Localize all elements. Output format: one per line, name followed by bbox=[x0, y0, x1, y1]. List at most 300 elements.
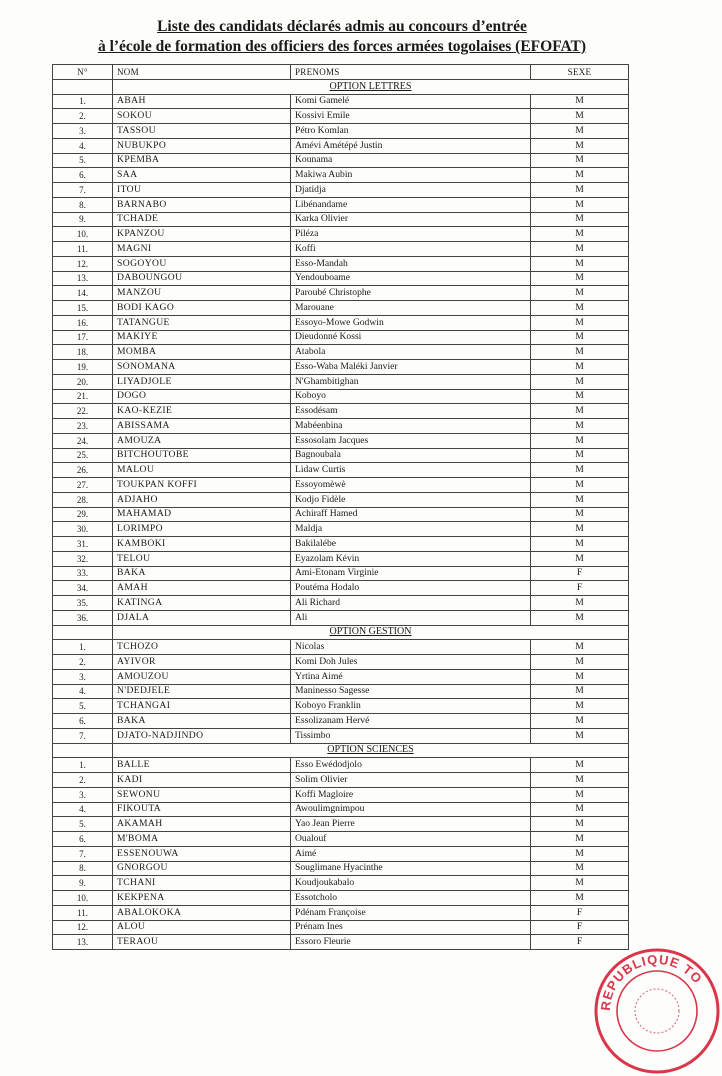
document-title-line-1: Liste des candidats déclarés admis au concours d’entrée bbox=[157, 18, 527, 35]
candidate-sexe: M bbox=[531, 817, 629, 832]
table-row bbox=[53, 817, 629, 832]
table-row bbox=[53, 832, 629, 847]
table-row bbox=[53, 655, 629, 670]
table-row bbox=[53, 478, 629, 493]
candidate-number: 2. bbox=[53, 655, 113, 670]
section-header-spacer bbox=[53, 625, 113, 640]
candidate-prenoms: Esso-Waba Maléki Janvier bbox=[291, 360, 531, 375]
table-row bbox=[53, 537, 629, 552]
candidate-prenoms: Pdénam Françoise bbox=[291, 905, 531, 920]
candidate-nom: SOKOU bbox=[113, 109, 291, 124]
candidate-sexe: M bbox=[531, 610, 629, 625]
candidate-number: 9. bbox=[53, 876, 113, 891]
table-row bbox=[53, 684, 629, 699]
section-header-spacer bbox=[53, 79, 113, 94]
section-title: OPTION LETTRES bbox=[113, 79, 629, 94]
candidate-sexe: M bbox=[531, 492, 629, 507]
candidate-sexe: M bbox=[531, 699, 629, 714]
candidate-nom: TATANGUE bbox=[113, 315, 291, 330]
candidate-prenoms: Eyazolam Kévin bbox=[291, 551, 531, 566]
candidate-prenoms: Prénam Ines bbox=[291, 920, 531, 935]
candidate-prenoms: Makiwa Aubin bbox=[291, 168, 531, 183]
table-row bbox=[53, 596, 629, 611]
document-title-line-2: à l’école de formation des officiers des forces armées togolaises (EFOFAT) bbox=[97, 38, 587, 55]
candidate-sexe: M bbox=[531, 345, 629, 360]
table-row bbox=[53, 551, 629, 566]
header-number: N° bbox=[53, 65, 113, 80]
table-row bbox=[53, 360, 629, 375]
candidate-prenoms: Koboyo Franklin bbox=[291, 699, 531, 714]
candidate-sexe: M bbox=[531, 876, 629, 891]
candidate-nom: KEKPENA bbox=[113, 891, 291, 906]
candidate-number: 34. bbox=[53, 581, 113, 596]
section-header-spacer bbox=[53, 743, 113, 758]
header-prenoms: PRENOMS bbox=[291, 65, 531, 80]
candidate-nom: BAKA bbox=[113, 566, 291, 581]
candidate-prenoms: Essotcholo bbox=[291, 891, 531, 906]
table-header-row bbox=[53, 65, 629, 80]
candidate-prenoms: Lidaw Curtis bbox=[291, 463, 531, 478]
candidate-prenoms: Esso Ewédodjolo bbox=[291, 758, 531, 773]
candidate-sexe: M bbox=[531, 124, 629, 139]
candidate-sexe: M bbox=[531, 448, 629, 463]
candidate-number: 7. bbox=[53, 728, 113, 743]
candidate-sexe: M bbox=[531, 404, 629, 419]
table-row bbox=[53, 256, 629, 271]
candidate-number: 3. bbox=[53, 787, 113, 802]
candidate-prenoms: Poutéma Hodalo bbox=[291, 581, 531, 596]
table-row bbox=[53, 492, 629, 507]
candidate-sexe: M bbox=[531, 537, 629, 552]
candidate-number: 9. bbox=[53, 212, 113, 227]
candidate-prenoms: Maldja bbox=[291, 522, 531, 537]
table-row bbox=[53, 758, 629, 773]
candidate-nom: TOUKPAN KOFFI bbox=[113, 478, 291, 493]
candidate-nom: N'DEDJELE bbox=[113, 684, 291, 699]
candidate-number: 1. bbox=[53, 758, 113, 773]
candidate-nom: KAMBOKI bbox=[113, 537, 291, 552]
table-row bbox=[53, 168, 629, 183]
table-row bbox=[53, 389, 629, 404]
candidate-sexe: F bbox=[531, 920, 629, 935]
candidate-prenoms: Essosolam Jacques bbox=[291, 433, 531, 448]
candidate-prenoms: Essoyo-Mowe Godwin bbox=[291, 315, 531, 330]
candidate-nom: DJALA bbox=[113, 610, 291, 625]
candidate-prenoms: Komi Gamelé bbox=[291, 94, 531, 109]
candidate-prenoms: Oualouf bbox=[291, 832, 531, 847]
candidates-body bbox=[53, 79, 629, 949]
candidate-number: 27. bbox=[53, 478, 113, 493]
candidate-prenoms: Paroubé Christophe bbox=[291, 286, 531, 301]
seal-emblem bbox=[635, 989, 679, 1033]
candidate-number: 24. bbox=[53, 433, 113, 448]
candidate-prenoms: Djatidja bbox=[291, 183, 531, 198]
candidate-number: 23. bbox=[53, 419, 113, 434]
candidate-prenoms: Komi Doh Jules bbox=[291, 655, 531, 670]
table-row bbox=[53, 242, 629, 257]
candidate-number: 13. bbox=[53, 271, 113, 286]
candidate-prenoms: Essodésam bbox=[291, 404, 531, 419]
candidate-prenoms: Achiraff Hamed bbox=[291, 507, 531, 522]
candidate-number: 32. bbox=[53, 551, 113, 566]
candidate-sexe: M bbox=[531, 463, 629, 478]
table-row bbox=[53, 286, 629, 301]
section-title: OPTION GESTION bbox=[113, 625, 629, 640]
table-row bbox=[53, 197, 629, 212]
candidate-nom: M'BOMA bbox=[113, 832, 291, 847]
candidate-prenoms: Piléza bbox=[291, 227, 531, 242]
candidate-nom: DJATO-NADJINDO bbox=[113, 728, 291, 743]
candidate-number: 10. bbox=[53, 227, 113, 242]
table-row bbox=[53, 714, 629, 729]
candidate-nom: LIYADJOLE bbox=[113, 374, 291, 389]
candidate-nom: LORIMPO bbox=[113, 522, 291, 537]
candidate-number: 2. bbox=[53, 773, 113, 788]
candidate-sexe: M bbox=[531, 596, 629, 611]
candidate-nom: KPEMBA bbox=[113, 153, 291, 168]
candidate-nom: KAO-KEZIE bbox=[113, 404, 291, 419]
candidate-number: 6. bbox=[53, 832, 113, 847]
candidate-prenoms: Karka Olivier bbox=[291, 212, 531, 227]
candidate-number: 20. bbox=[53, 374, 113, 389]
section-header-row bbox=[53, 625, 629, 640]
candidate-prenoms: Ali bbox=[291, 610, 531, 625]
candidate-sexe: M bbox=[531, 507, 629, 522]
table-row bbox=[53, 876, 629, 891]
candidate-sexe: M bbox=[531, 551, 629, 566]
candidates-table bbox=[52, 64, 629, 950]
candidate-sexe: M bbox=[531, 360, 629, 375]
candidate-sexe: M bbox=[531, 846, 629, 861]
candidate-prenoms: Kossivi Emile bbox=[291, 109, 531, 124]
candidate-nom: ABAH bbox=[113, 94, 291, 109]
candidate-nom: KPANZOU bbox=[113, 227, 291, 242]
candidate-nom: ADJAHO bbox=[113, 492, 291, 507]
table-row bbox=[53, 935, 629, 950]
candidate-sexe: F bbox=[531, 566, 629, 581]
candidate-number: 7. bbox=[53, 183, 113, 198]
candidate-prenoms: N'Ghambitighan bbox=[291, 374, 531, 389]
candidate-number: 4. bbox=[53, 802, 113, 817]
candidate-sexe: M bbox=[531, 389, 629, 404]
candidate-nom: BITCHOUTOBE bbox=[113, 448, 291, 463]
table-row bbox=[53, 802, 629, 817]
candidate-prenoms: Libénandame bbox=[291, 197, 531, 212]
candidate-sexe: M bbox=[531, 94, 629, 109]
table-row bbox=[53, 846, 629, 861]
table-row bbox=[53, 345, 629, 360]
candidate-sexe: F bbox=[531, 905, 629, 920]
table-row bbox=[53, 773, 629, 788]
candidate-number: 19. bbox=[53, 360, 113, 375]
candidate-number: 10. bbox=[53, 891, 113, 906]
candidate-number: 11. bbox=[53, 242, 113, 257]
candidate-nom: AKAMAH bbox=[113, 817, 291, 832]
candidate-sexe: M bbox=[531, 861, 629, 876]
candidate-prenoms: Tissimbo bbox=[291, 728, 531, 743]
candidate-number: 6. bbox=[53, 714, 113, 729]
table-row bbox=[53, 301, 629, 316]
candidate-nom: ABALOKOKA bbox=[113, 905, 291, 920]
candidate-nom: TERAOU bbox=[113, 935, 291, 950]
candidate-sexe: M bbox=[531, 227, 629, 242]
candidate-nom: NUBUKPO bbox=[113, 138, 291, 153]
candidate-number: 25. bbox=[53, 448, 113, 463]
table-row bbox=[53, 183, 629, 198]
candidate-sexe: M bbox=[531, 478, 629, 493]
candidate-number: 12. bbox=[53, 920, 113, 935]
candidate-prenoms: Ali Richard bbox=[291, 596, 531, 611]
candidate-number: 30. bbox=[53, 522, 113, 537]
seal-text: REPUBLIQUE TO bbox=[597, 951, 706, 1012]
table-row bbox=[53, 419, 629, 434]
candidate-number: 4. bbox=[53, 138, 113, 153]
table-row bbox=[53, 271, 629, 286]
candidate-sexe: M bbox=[531, 197, 629, 212]
candidate-nom: SEWONU bbox=[113, 787, 291, 802]
seal-inner-ring bbox=[617, 971, 697, 1051]
table-row bbox=[53, 153, 629, 168]
candidate-number: 29. bbox=[53, 507, 113, 522]
table-row bbox=[53, 640, 629, 655]
candidate-prenoms: Atabola bbox=[291, 345, 531, 360]
candidate-prenoms: Ami-Etonam Virginie bbox=[291, 566, 531, 581]
candidate-prenoms: Marouane bbox=[291, 301, 531, 316]
candidate-sexe: M bbox=[531, 256, 629, 271]
candidate-sexe: M bbox=[531, 242, 629, 257]
candidate-nom: MOMBA bbox=[113, 345, 291, 360]
table-row bbox=[53, 581, 629, 596]
candidate-nom: TCHANGAI bbox=[113, 699, 291, 714]
candidate-prenoms: Amévi Amétépé Justin bbox=[291, 138, 531, 153]
candidate-nom: BODI KAGO bbox=[113, 301, 291, 316]
candidate-number: 13. bbox=[53, 935, 113, 950]
table-row bbox=[53, 227, 629, 242]
table-row bbox=[53, 522, 629, 537]
candidate-number: 36. bbox=[53, 610, 113, 625]
table-row bbox=[53, 920, 629, 935]
candidate-nom: AMOUZOU bbox=[113, 669, 291, 684]
table-row bbox=[53, 330, 629, 345]
candidate-sexe: M bbox=[531, 728, 629, 743]
table-row bbox=[53, 138, 629, 153]
candidate-sexe: M bbox=[531, 773, 629, 788]
table-row bbox=[53, 891, 629, 906]
candidate-prenoms: Aimé bbox=[291, 846, 531, 861]
candidate-number: 5. bbox=[53, 817, 113, 832]
candidate-number: 33. bbox=[53, 566, 113, 581]
candidate-number: 26. bbox=[53, 463, 113, 478]
candidate-nom: SONOMANA bbox=[113, 360, 291, 375]
candidate-sexe: M bbox=[531, 286, 629, 301]
seal-outer-ring bbox=[596, 950, 718, 1072]
table-row bbox=[53, 124, 629, 139]
candidate-sexe: M bbox=[531, 802, 629, 817]
candidate-prenoms: Yrtina Aimé bbox=[291, 669, 531, 684]
candidate-number: 5. bbox=[53, 699, 113, 714]
section-header-row bbox=[53, 743, 629, 758]
table-row bbox=[53, 699, 629, 714]
candidate-number: 3. bbox=[53, 124, 113, 139]
candidate-nom: ITOU bbox=[113, 183, 291, 198]
table-row bbox=[53, 787, 629, 802]
candidate-nom: KADI bbox=[113, 773, 291, 788]
candidate-number: 3. bbox=[53, 669, 113, 684]
candidate-nom: AMOUZA bbox=[113, 433, 291, 448]
candidate-number: 35. bbox=[53, 596, 113, 611]
candidate-number: 1. bbox=[53, 94, 113, 109]
table-row bbox=[53, 448, 629, 463]
candidate-nom: ABISSAMA bbox=[113, 419, 291, 434]
candidate-number: 12. bbox=[53, 256, 113, 271]
candidate-nom: BARNABO bbox=[113, 197, 291, 212]
candidate-nom: AYIVOR bbox=[113, 655, 291, 670]
candidate-nom: DABOUNGOU bbox=[113, 271, 291, 286]
candidate-prenoms: Kounama bbox=[291, 153, 531, 168]
candidate-sexe: F bbox=[531, 581, 629, 596]
candidate-number: 16. bbox=[53, 315, 113, 330]
candidate-prenoms: Bagnoubala bbox=[291, 448, 531, 463]
candidate-sexe: M bbox=[531, 419, 629, 434]
candidate-number: 5. bbox=[53, 153, 113, 168]
candidate-number: 6. bbox=[53, 168, 113, 183]
candidate-sexe: M bbox=[531, 109, 629, 124]
candidate-number: 8. bbox=[53, 861, 113, 876]
candidate-prenoms: Awoulimgnimpou bbox=[291, 802, 531, 817]
candidate-sexe: M bbox=[531, 758, 629, 773]
candidate-sexe: M bbox=[531, 374, 629, 389]
candidate-nom: MALOU bbox=[113, 463, 291, 478]
section-title: OPTION SCIENCES bbox=[113, 743, 629, 758]
candidate-prenoms: Yendoubоame bbox=[291, 271, 531, 286]
candidate-sexe: M bbox=[531, 640, 629, 655]
candidate-nom: ESSENOUWA bbox=[113, 846, 291, 861]
candidate-number: 28. bbox=[53, 492, 113, 507]
candidate-nom: TCHADE bbox=[113, 212, 291, 227]
candidate-nom: BAKA bbox=[113, 714, 291, 729]
candidate-prenoms: Koffi bbox=[291, 242, 531, 257]
table-row bbox=[53, 728, 629, 743]
candidate-number: 11. bbox=[53, 905, 113, 920]
candidate-prenoms: Essolizanam Hervé bbox=[291, 714, 531, 729]
table-row bbox=[53, 94, 629, 109]
candidate-nom: MAKIYE bbox=[113, 330, 291, 345]
table-row bbox=[53, 861, 629, 876]
candidate-prenoms: Solim Olivier bbox=[291, 773, 531, 788]
candidate-nom: MAGNI bbox=[113, 242, 291, 257]
candidate-nom: GNORGOU bbox=[113, 861, 291, 876]
candidate-nom: ALOU bbox=[113, 920, 291, 935]
candidate-nom: TELOU bbox=[113, 551, 291, 566]
section-header-row bbox=[53, 79, 629, 94]
candidate-nom: FIKOUTA bbox=[113, 802, 291, 817]
candidate-prenoms: Souglimane Hyacinthe bbox=[291, 861, 531, 876]
candidate-prenoms: Esso-Mandah bbox=[291, 256, 531, 271]
candidate-sexe: M bbox=[531, 891, 629, 906]
candidate-nom: SOGOYOU bbox=[113, 256, 291, 271]
candidate-number: 4. bbox=[53, 684, 113, 699]
candidate-prenoms: Essoro Fleurie bbox=[291, 935, 531, 950]
candidate-sexe: M bbox=[531, 153, 629, 168]
candidate-sexe: M bbox=[531, 315, 629, 330]
candidate-nom: TCHOZO bbox=[113, 640, 291, 655]
table-row bbox=[53, 669, 629, 684]
candidate-number: 8. bbox=[53, 197, 113, 212]
candidate-nom: AMAH bbox=[113, 581, 291, 596]
candidate-sexe: M bbox=[531, 684, 629, 699]
table-row bbox=[53, 433, 629, 448]
candidate-sexe: M bbox=[531, 271, 629, 286]
candidate-number: 18. bbox=[53, 345, 113, 360]
candidate-number: 21. bbox=[53, 389, 113, 404]
candidate-nom: TCHANI bbox=[113, 876, 291, 891]
candidate-number: 1. bbox=[53, 640, 113, 655]
table-row bbox=[53, 610, 629, 625]
candidate-sexe: M bbox=[531, 168, 629, 183]
candidate-sexe: M bbox=[531, 787, 629, 802]
candidate-number: 14. bbox=[53, 286, 113, 301]
candidate-number: 7. bbox=[53, 846, 113, 861]
candidate-nom: MANZOU bbox=[113, 286, 291, 301]
candidate-prenoms: Mabéenbina bbox=[291, 419, 531, 434]
candidate-prenoms: Koudjoukabalo bbox=[291, 876, 531, 891]
candidate-prenoms: Kodjo Fidèle bbox=[291, 492, 531, 507]
candidate-sexe: M bbox=[531, 138, 629, 153]
candidate-sexe: M bbox=[531, 433, 629, 448]
table-row bbox=[53, 315, 629, 330]
candidate-prenoms: Koboyo bbox=[291, 389, 531, 404]
candidate-number: 2. bbox=[53, 109, 113, 124]
candidate-sexe: M bbox=[531, 669, 629, 684]
header-nom: NOM bbox=[113, 65, 291, 80]
table-row bbox=[53, 463, 629, 478]
candidate-nom: DOGO bbox=[113, 389, 291, 404]
candidate-sexe: M bbox=[531, 655, 629, 670]
candidate-prenoms: Pétro Komlan bbox=[291, 124, 531, 139]
candidate-nom: BALLE bbox=[113, 758, 291, 773]
candidate-sexe: M bbox=[531, 522, 629, 537]
candidate-sexe: M bbox=[531, 832, 629, 847]
table-row bbox=[53, 404, 629, 419]
candidate-prenoms: Bakilalébe bbox=[291, 537, 531, 552]
candidate-sexe: F bbox=[531, 935, 629, 950]
candidate-sexe: M bbox=[531, 330, 629, 345]
candidate-nom: SAA bbox=[113, 168, 291, 183]
official-stamp-seal bbox=[592, 946, 722, 1076]
candidate-nom: MAHAMAD bbox=[113, 507, 291, 522]
candidate-number: 22. bbox=[53, 404, 113, 419]
table-row bbox=[53, 507, 629, 522]
candidate-prenoms: Essoyomèwè bbox=[291, 478, 531, 493]
candidate-prenoms: Maninesso Sagesse bbox=[291, 684, 531, 699]
candidate-sexe: M bbox=[531, 212, 629, 227]
candidate-nom: KATINGA bbox=[113, 596, 291, 611]
candidate-sexe: M bbox=[531, 183, 629, 198]
table-row bbox=[53, 109, 629, 124]
candidate-prenoms: Dieudonné Kossi bbox=[291, 330, 531, 345]
candidate-number: 17. bbox=[53, 330, 113, 345]
table-row bbox=[53, 374, 629, 389]
candidate-sexe: M bbox=[531, 301, 629, 316]
candidate-sexe: M bbox=[531, 714, 629, 729]
candidate-prenoms: Nicolas bbox=[291, 640, 531, 655]
table-row bbox=[53, 212, 629, 227]
header-sexe: SEXE bbox=[531, 65, 629, 80]
candidate-nom: TASSOU bbox=[113, 124, 291, 139]
candidate-prenoms: Yao Jean Pierre bbox=[291, 817, 531, 832]
candidate-prenoms: Koffi Magloire bbox=[291, 787, 531, 802]
candidate-number: 31. bbox=[53, 537, 113, 552]
